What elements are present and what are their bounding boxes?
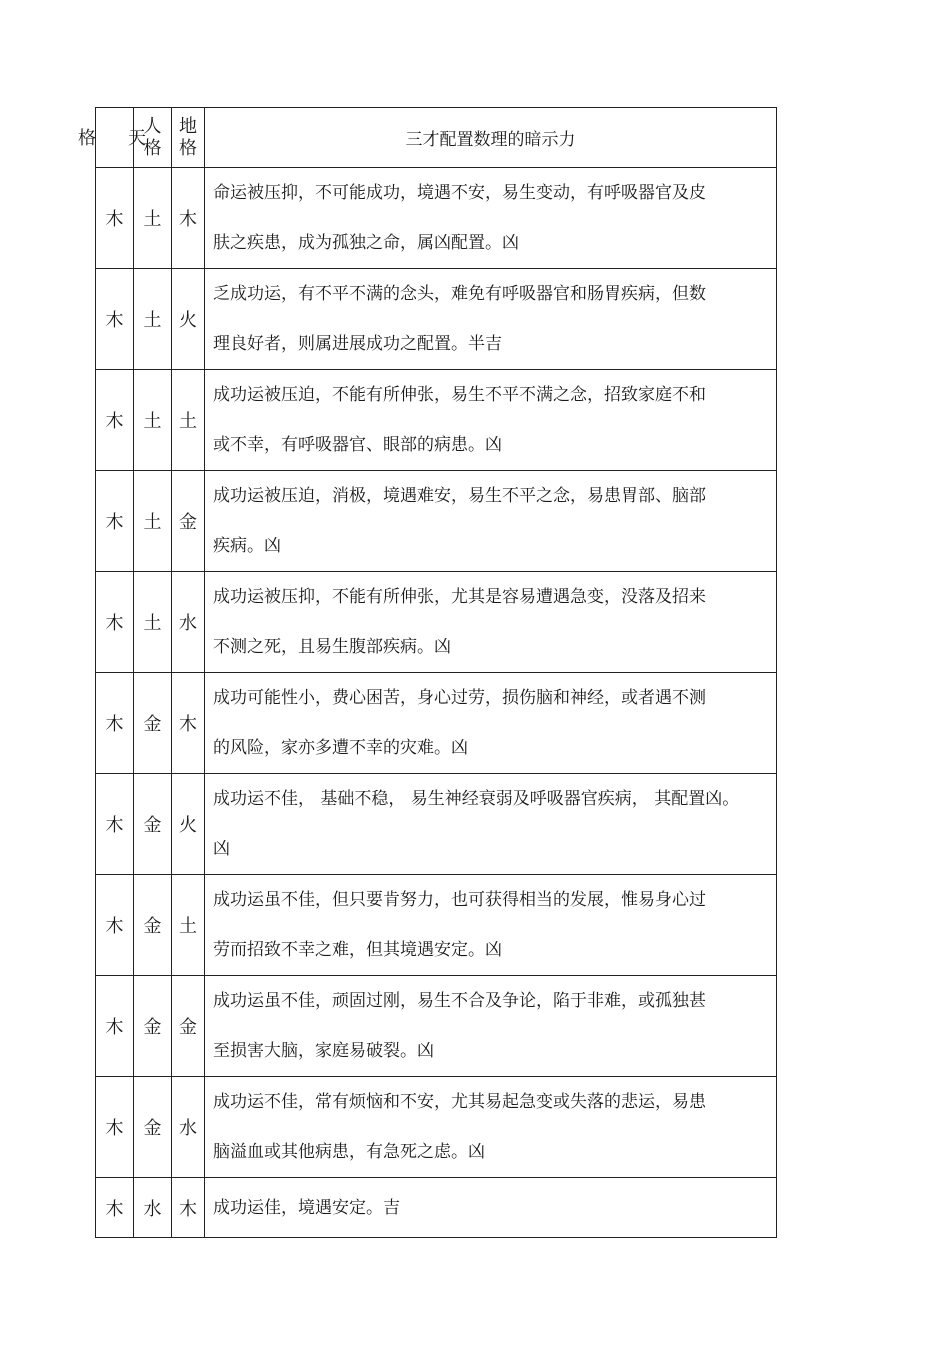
ren-ge-cell: 水 (134, 1178, 172, 1238)
table-row (96, 1178, 777, 1238)
header-tian-ge (78, 108, 146, 168)
description-cell (205, 572, 777, 673)
tian-ge-cell: 木 (96, 1077, 134, 1178)
di-ge-cell: 木 (172, 673, 205, 774)
description-line-1: 成功运虽不佳，顽固过刚，易生不合及争论，陷于非难，或孤独甚 (213, 991, 706, 1011)
description-line-2: 脑溢血或其他病患，有急死之虑。凶 (213, 1142, 485, 1162)
header-tian-ge-left: 格 (78, 128, 96, 149)
description-line-2: 的风险，家亦多遭不幸的灾难。凶 (213, 738, 468, 758)
table-row (96, 1077, 777, 1178)
di-ge-cell: 金 (172, 976, 205, 1077)
description-cell (205, 673, 777, 774)
description-line-2: 肤之疾患，成为孤独之命，属凶配置。凶 (213, 233, 519, 253)
description-line-1: 成功运不佳， 基础不稳， 易生神经衰弱及呼吸器官疾病， 其配置凶。 (213, 789, 740, 809)
header-title: 三才配置数理的暗示力 (205, 108, 777, 168)
description-line-2: 疾病。凶 (213, 536, 281, 556)
tian-ge-cell: 木 (96, 673, 134, 774)
header-ren-ge (134, 108, 172, 168)
table-row (96, 168, 777, 269)
description-line-1: 成功运虽不佳，但只要肯努力，也可获得相当的发展，惟易身心过 (213, 890, 706, 910)
header-di-ge (172, 108, 205, 168)
description-cell (205, 168, 777, 269)
di-ge-cell: 土 (172, 875, 205, 976)
tian-ge-cell: 木 (96, 1178, 134, 1238)
header-ren-ge-top: 人 (143, 115, 162, 137)
tian-ge-cell: 木 (96, 976, 134, 1077)
di-ge-cell: 木 (172, 1178, 205, 1238)
table-header-row (96, 108, 777, 168)
description-line-1: 命运被压抑，不可能成功，境遇不安，易生变动，有呼吸器官及皮 (213, 183, 706, 203)
description-cell (205, 471, 777, 572)
description-line-1: 成功运佳，境遇安定。吉 (213, 1197, 400, 1218)
table-row (96, 269, 777, 370)
table-row (96, 875, 777, 976)
ren-ge-cell: 土 (134, 168, 172, 269)
ren-ge-cell: 金 (134, 875, 172, 976)
tian-ge-cell: 木 (96, 370, 134, 471)
table-row (96, 673, 777, 774)
header-ren-ge-bottom: 格 (143, 137, 162, 159)
header-di-ge-bottom: 格 (179, 137, 197, 159)
tian-ge-cell: 木 (96, 269, 134, 370)
description-line-2: 不测之死，且易生腹部疾病。凶 (213, 637, 451, 657)
description-cell (205, 1178, 777, 1238)
header-di-ge-top: 地 (179, 115, 197, 137)
ren-ge-cell: 土 (134, 370, 172, 471)
table-row (96, 976, 777, 1077)
table-row (96, 572, 777, 673)
description-cell (205, 1077, 777, 1178)
description-line-2: 或不幸，有呼吸器官、眼部的病患。凶 (213, 435, 502, 455)
description-line-2: 劳而招致不幸之难，但其境遇安定。凶 (213, 940, 502, 960)
description-line-1: 成功运被压迫，不能有所伸张，易生不平不满之念，招致家庭不和 (213, 385, 706, 405)
table-row (96, 370, 777, 471)
description-line-1: 成功运被压迫，消极，境遇难安，易生不平之念，易患胃部、脑部 (213, 486, 706, 506)
description-line-1: 成功可能性小，费心困苦，身心过劳，损伤脑和神经，或者遇不测 (213, 688, 706, 708)
description-line-1: 乏成功运，有不平不满的念头，难免有呼吸器官和肠胃疾病，但数 (213, 284, 706, 304)
description-cell (205, 774, 777, 875)
tian-ge-cell: 木 (96, 168, 134, 269)
ren-ge-cell: 土 (134, 572, 172, 673)
di-ge-cell: 金 (172, 471, 205, 572)
sancai-table (78, 107, 777, 1238)
ren-ge-cell: 土 (134, 269, 172, 370)
di-ge-cell: 水 (172, 1077, 205, 1178)
ren-ge-cell: 土 (134, 471, 172, 572)
description-cell (205, 269, 777, 370)
tian-ge-cell: 木 (96, 471, 134, 572)
description-line-2: 理良好者，则属进展成功之配置。半吉 (213, 334, 502, 354)
ren-ge-cell: 金 (134, 976, 172, 1077)
description-cell (205, 370, 777, 471)
tian-ge-cell: 木 (96, 774, 134, 875)
ren-ge-cell: 金 (134, 774, 172, 875)
di-ge-cell: 火 (172, 774, 205, 875)
description-line-2: 至损害大脑，家庭易破裂。凶 (213, 1041, 434, 1061)
description-line-2: 凶 (213, 839, 230, 859)
table-row (96, 471, 777, 572)
header-tian-ge-right: 天 (128, 128, 146, 149)
table-row (96, 774, 777, 875)
description-cell (205, 875, 777, 976)
tian-ge-cell: 木 (96, 572, 134, 673)
tian-ge-cell: 木 (96, 875, 134, 976)
description-line-1: 成功运不佳，常有烦恼和不安，尤其易起急变或失落的悲运，易患 (213, 1092, 706, 1112)
di-ge-cell: 火 (172, 269, 205, 370)
ren-ge-cell: 金 (134, 673, 172, 774)
di-ge-cell: 木 (172, 168, 205, 269)
description-line-1: 成功运被压抑，不能有所伸张，尤其是容易遭遇急变，没落及招来 (213, 587, 706, 607)
ren-ge-cell: 金 (134, 1077, 172, 1178)
di-ge-cell: 土 (172, 370, 205, 471)
di-ge-cell: 水 (172, 572, 205, 673)
description-cell (205, 976, 777, 1077)
